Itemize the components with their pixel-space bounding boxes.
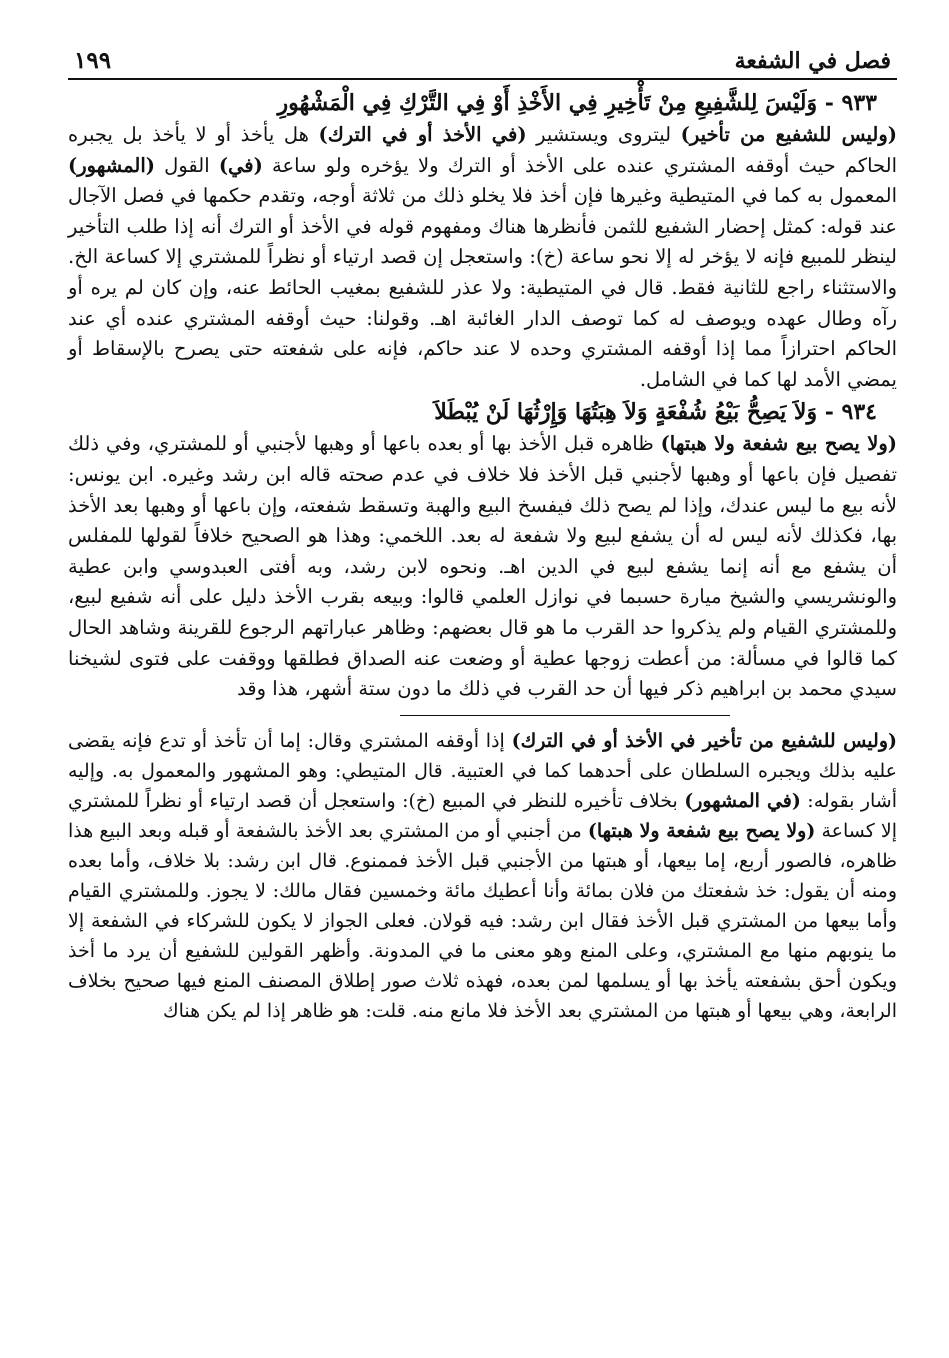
- footnote: [68, 726, 897, 1026]
- lemma: (وليس للشفيع من تأخير في الأخذ أو في الترك): [511, 729, 897, 752]
- text-run: القول: [154, 153, 219, 177]
- chapter-title: فصل في الشفعة: [734, 48, 891, 74]
- verse-934: ٩٣٤ - وَلاَ يَصِحُّ بَيْعُ شُفْعَةٍ وَلاَ هِبَتُهَا وَإِرْثُهَا لَنْ يُبْطَلاَ: [434, 399, 877, 426]
- text-run: من أجنبي أو من المشتري بعد الأخذ بالشفعة أو قبله وبعد البيع هذا ظاهره، فالصور أربع، إما بيعها، أو هبتها من الأجنبي قبل الأخذ فممنوع. قال ابن رشد: بلا خلاف، وأما بعده ومنه أن يقول: خذ شفعتك من فلان بمائة وأنا أعطيك مائة وخمسين فقال مالك: لا يجوز. وللمشتري القيام وأما بيعها من المشتري قبل الأخذ فقال ابن رشد: فيه قولان. فعلى الجواز لا يكون للشركاء في الشفعة إلا ما ينوبهم منها مع المشتري، وعلى المنع وهو معنى ما في المدونة. وأظهر القولين للشفيع أن يرد ما أخذ ويكون أحق بشفعته يأخذ بها أو يسلمها لمن بعده، فهذه ثلاث صور إطلاق المصنف المنع فيها صحيح بخلاف الرابعة، وهي بيعها أو هبتها من المشتري بعد الأخذ فلا مانع منه. قلت: هو ظاهر إذا لم يكن هناك: [68, 819, 897, 1022]
- lemma: (ولا يصح بيع شفعة ولا هبتها): [660, 432, 897, 456]
- page-number: ١٩٩: [74, 47, 112, 74]
- text-run: بخلاف تأخيره للنظر في المبيع (خ): واستعجل أن قصد ارتياء أو نظراً للمشتري إلا كساعة: [68, 789, 897, 842]
- page-header: [68, 30, 897, 80]
- lemma: (في المشهور): [684, 789, 801, 812]
- text-run: هل يأخذ أو لا يأخذ بل يجبره الحاكم حيث أوقفه المشتري عنده على الأخذ أو الترك ولا يؤخره ولو ساعة: [68, 123, 897, 177]
- main-text: [68, 86, 897, 705]
- verse-933: ٩٣٣ - وَلَيْسَ لِلشَّفِيعِ مِنْ تَأْخِيرِ فِي الأَخْذِ أَوْ فِي التَّرْكِ فِي الْمَشْهُورِ: [277, 90, 877, 116]
- lemma: (في الأخذ أو في الترك): [318, 123, 527, 146]
- lemma: (المشهور): [68, 153, 155, 177]
- text-run: ليتروى ويستشير: [526, 123, 681, 146]
- lemma: (في): [218, 153, 263, 177]
- text-run: ظاهره قبل الأخذ بها أو بعده باعها أو وهبها لأجنبي أو للمشتري، وفي ذلك تفصيل فإن باعها أو وهبها لأجنبي قبل الأخذ فلا خلاف في عدم صحته قاله ابن رشد وغيره. ابن يونس: لأنه بيع ما ليس عندك، وإذا لم يصح ذلك فيفسخ البيع والهبة وتسقط شفعته، وإن باعها أو وهبها بعد الأخذ بها، فكذلك لأنه ليس له أن يشفع لبيع ولا شفعة له بعد. اللخمي: وهذا هو الصحيح خلافاً لقولها للمفلس أن يشفع مع أنه إنما يشفع لبيع في الدين اهـ. ونحوه لابن رشد، وبه أفتى العبدوسي وابن عطية والونشريسي والشيخ ميارة حسبما في نوازل العلمي قالوا: وبيعه بقرب الأخذ دليل على أنه شفيع لبيع، وللمشتري القيام ولم يذكروا حد القرب ما هو قال بعضهم: وظاهر عباراتهم الرجوع للقرينة وشاهد الحال كما قالوا في مسألة: من أعطت زوجها عطية أو وضعت عنه الصداق فطلقها ووقفت على فتوى لشيخنا سيدي محمد بن ابراهيم ذكر فيها أن حد القرب في ذلك ما دون ستة أشهر، هذا وقد: [68, 432, 897, 701]
- text-run: المعمول به كما في المتيطية وغيرها فإن أخذ فلا يخلو ذلك من ثلاثة أوجه، وتقدم حكمها في فصل الآجال عند قوله: كمثل إحضار الشفيع للثمن فأنظرها هناك ومفهوم قوله في الأخذ أو الترك أنه إذا طلب التأخير لينظر للمبيع فإنه لا يؤخر له إلا نحو ساعة (خ): واستعجل إن قصد ارتياء أو نظراً للمشتري إلا كساعة الخ. والاستثناء راجع للثانية فقط. قال في المتيطية: ولا عذر للشفيع بمغيب الحائط عنه، وإن كان لم يره أو رآه وطال عهده ويوصف له كما توصف الدار الغائبة اهـ. وقولنا: حيث أوقفه المشتري عنده أي عند الحاكم احترازاً مما إذا أوقفه المشتري وحده لا عند حاكم، فإنه على شفعته حتى يصرح بالإسقاط أو يمضي الأمد لها كما في الشامل.: [68, 184, 897, 391]
- footnote-divider: [400, 715, 730, 716]
- lemma: (ولا يصح بيع شفعة ولا هبتها): [587, 819, 816, 842]
- commentary-933: [68, 120, 897, 395]
- commentary-934: [68, 429, 897, 704]
- text-run: إذا أوقفه المشتري وقال: إما أن تأخذ أو تدع فإنه يقضى عليه بذلك ويجبره السلطان على أحدهما كما في العتبية. قال المتيطي: وهو المشهور والمعمول به. وإليه أشار بقوله:: [68, 729, 897, 812]
- lemma: (وليس للشفيع من تأخير): [680, 123, 897, 146]
